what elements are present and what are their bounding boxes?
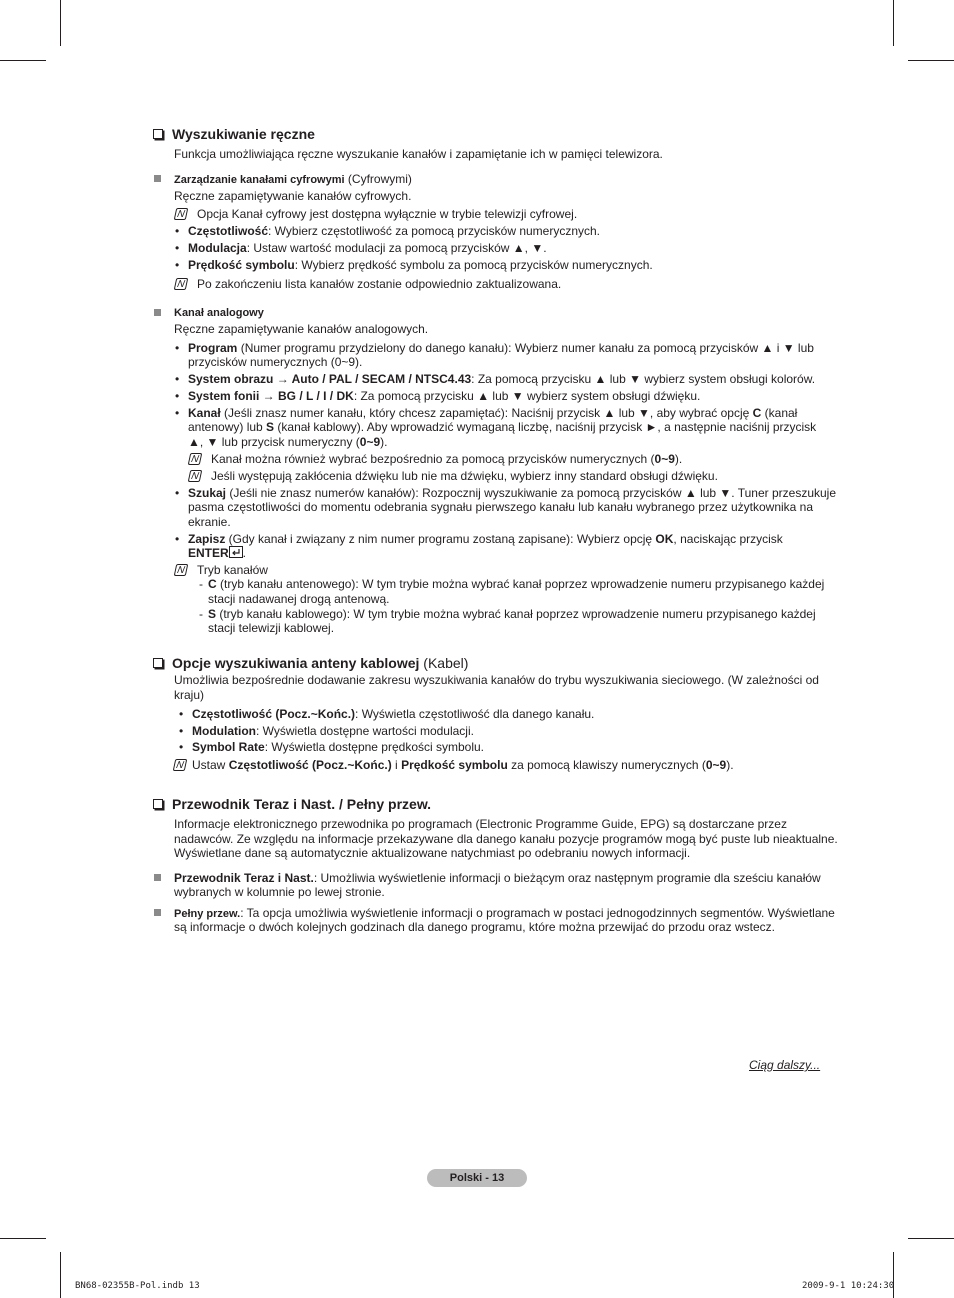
- bullet-text: ).: [380, 435, 388, 449]
- crop-mark: [908, 60, 954, 61]
- bullet-text: (Jeśli nie znasz numerów kanałów): Rozpocznij wyszukiwanie za pomocą przycisków ▲ lub ▼. Tuner przeszukuje: [226, 486, 837, 500]
- analog-heading: Kanał analogowy: [174, 307, 264, 319]
- analog-bullet-store-l2: [188, 546, 246, 562]
- bold-term: S: [266, 420, 275, 434]
- checkbox-bullet-icon: [153, 129, 163, 139]
- bold-term: Symbol Rate: [192, 740, 265, 754]
- bold-term: Częstotliwość (Pocz.~Końc.): [192, 707, 356, 721]
- dash-text: (tryb kanału antenowego): W tym trybie można wybrać kanał poprzez wprowadzenie numeru przypisanego każdej: [216, 577, 825, 591]
- digital-bullet-2: [188, 241, 547, 256]
- analog-bullet-search-l2: pasma częstotliwości do momentu odebrania sygnału pierwszego kanału lub kanału wybranego przez użytkownika na: [188, 500, 814, 514]
- bullet-dot-icon: •: [179, 707, 184, 721]
- digital-bullet-3: [188, 258, 653, 273]
- bold-term: OK: [655, 532, 674, 546]
- bold-term: Częstotliwość (Pocz.~Końc.): [228, 758, 392, 772]
- square-bullet-icon: [154, 309, 161, 316]
- bullet-dot-icon: •: [175, 258, 180, 272]
- note-icon: N: [174, 278, 189, 290]
- bullet-dot-icon: •: [175, 372, 180, 386]
- enter-label: ENTER: [188, 546, 229, 560]
- digital-heading-rest: (Cyfrowymi): [344, 172, 412, 186]
- note-text: ).: [674, 452, 683, 466]
- bullet-dot-icon: •: [175, 486, 180, 500]
- note-text: Kanał można również wybrać bezpośrednio za pomocą przycisków numerycznych (: [211, 452, 655, 466]
- analog-bullet-channel: [188, 406, 797, 421]
- bullet-text: (kanał kablowy). Aby wprowadzić wymaganą liczbę, naciśnij przycisk ►, a następnie naciśnij przycisk: [274, 420, 817, 434]
- section-title-epg: [153, 797, 431, 812]
- bold-term: Modulacja: [188, 241, 247, 255]
- note-icon: N: [174, 208, 189, 220]
- epg-desc-l2: nadawców. Ze względu na informacje przekazywane dla danego kanału pozycje programów mogą być puste lub nieaktualne.: [174, 832, 838, 846]
- analog-bullet-search-l3: ekranie.: [188, 515, 231, 529]
- square-bullet-icon: [154, 874, 161, 881]
- bullet-dot-icon: •: [175, 406, 180, 420]
- bullet-dot-icon: •: [179, 724, 184, 738]
- footer-timestamp: 2009-9-1 10:24:30: [802, 1281, 895, 1291]
- digital-note-2: Po zakończeniu lista kanałów zostanie odpowiednio zaktualizowana.: [197, 277, 562, 291]
- cable-note: [192, 758, 734, 773]
- note-text: ).: [726, 758, 734, 772]
- bullet-text: : Wybierz częstotliwość za pomocą przycisków numerycznych.: [268, 224, 601, 238]
- note-icon: N: [173, 759, 188, 771]
- analog-bullet-channel-l2: [188, 420, 816, 435]
- bullet-text: : Ustaw wartość modulacji za pomocą przycisków ▲, ▼.: [246, 241, 547, 255]
- bullet-text: : Za pomocą przycisku ▲ lub ▼ wybierz system obsługi kolorów.: [471, 372, 816, 386]
- bullet-dot-icon: •: [175, 224, 180, 238]
- checkbox-bullet-icon: [153, 799, 163, 809]
- cable-desc-l2: kraju): [174, 688, 205, 702]
- bullet-text: antenowy) lub: [188, 420, 267, 434]
- bold-term: Zapisz: [188, 532, 226, 546]
- bold-term: Szukaj: [188, 486, 227, 500]
- analog-note-3: Tryb kanałów: [197, 563, 268, 577]
- checkbox-bullet-icon: [153, 658, 163, 668]
- channel-mode-s-l2: stacji telewizji kablowej.: [208, 621, 335, 635]
- epg-desc-l1: Informacje elektronicznego przewodnika po programach (Electronic Programme Guide, EPG) są dostarczane przez: [174, 817, 787, 831]
- bold-term: 0~9: [705, 758, 727, 772]
- bullet-text: (Numer programu przydzielony do danego kanału): Wybierz numer kanału za pomocą przycisków ▲ i ▼ lub: [237, 341, 814, 355]
- cable-desc-l1: Umożliwia bezpośrednie dodawanie zakresu wyszukiwania kanałów do trybu wyszukiwania sieciowego. (W zależności od: [174, 673, 819, 687]
- note-icon: N: [174, 564, 189, 576]
- bold-term: C: [752, 406, 762, 420]
- bold-term: Program: [188, 341, 238, 355]
- bullet-dot-icon: •: [175, 389, 180, 403]
- square-bullet-icon: [154, 909, 161, 916]
- note-icon: N: [188, 470, 203, 482]
- bold-term: S: [208, 607, 217, 621]
- cable-bullet-1: [192, 707, 594, 722]
- bold-term: Prędkość symbolu: [188, 258, 295, 272]
- cable-bullet-3: [192, 740, 484, 755]
- bullet-text: : Wyświetla dostępne wartości modulacji.: [255, 724, 474, 738]
- crop-mark: [908, 1238, 954, 1239]
- section-title-cable-search: [153, 656, 468, 671]
- bullet-text: (Gdy kanał i związany z nim numer programu zostaną zapisane): Wybierz opcję: [225, 532, 656, 546]
- channel-mode-s: [208, 607, 816, 622]
- analog-bullet-picture-system: [188, 372, 815, 387]
- note-text: za pomocą klawiszy numerycznych (: [507, 758, 706, 772]
- section-title-text: Przewodnik Teraz i Nast. / Pełny przew.: [172, 796, 432, 812]
- bullet-dot-icon: •: [175, 341, 180, 355]
- bold-term: Pełny przew.: [174, 908, 241, 920]
- dash-text: (tryb kanału kablowego): W tym trybie można wybrać kanał poprzez wprowadzenie numeru przypisanego każdej: [216, 607, 816, 621]
- bold-term: System obrazu → Auto / PAL / SECAM / NTSC4.43: [188, 372, 472, 386]
- analog-bullet-search: [188, 486, 836, 501]
- section-desc: Funkcja umożliwiająca ręczne wyszukanie kanałów i zapamiętanie ich w pamięci telewizora.: [174, 147, 663, 161]
- bullet-dot-icon: •: [175, 241, 180, 255]
- analog-bullet-channel-l3: [188, 435, 388, 450]
- analog-bullet-sound-system: [188, 389, 700, 404]
- bullet-dot-icon: •: [175, 532, 180, 546]
- enter-key-icon: [229, 546, 243, 562]
- bold-term: Kanał: [188, 406, 221, 420]
- section-title-manual-search: [153, 127, 315, 142]
- bold-term: 0~9: [654, 452, 675, 466]
- cable-bullet-2: [192, 724, 474, 739]
- bullet-text: (kanał: [761, 406, 798, 420]
- analog-note-1: [211, 452, 682, 467]
- epg-item-now-next-l2: wybranych w kolumnie po lewej stronie.: [174, 885, 385, 899]
- item-text: : Umożliwia wyświetlenie informacji o bieżącym oraz następnym programie dla sześciu kanałów: [313, 871, 821, 885]
- analog-bullet-store: [188, 532, 783, 547]
- bold-term: Przewodnik Teraz i Nast.: [174, 871, 314, 885]
- digital-sub: Ręczne zapamiętywanie kanałów cyfrowych.: [174, 189, 412, 203]
- bold-term: Częstotliwość: [188, 224, 269, 238]
- epg-item-full-guide-l2: są informacje o dwóch kolejnych godzinach dla danego programu, które można przewijać do przodu oraz wstecz.: [174, 920, 775, 934]
- crop-mark: [0, 60, 46, 61]
- digital-heading-bold: Zarządzanie kanałami cyfrowymi: [174, 174, 345, 186]
- page-number-badge: Polski - 13: [427, 1169, 527, 1187]
- crop-mark: [60, 0, 61, 46]
- bullet-text: , naciskając przycisk: [673, 532, 783, 546]
- section-title-rest: (Kabel): [419, 655, 469, 671]
- bold-term: Modulation: [192, 724, 256, 738]
- bold-term: Prędkość symbolu: [401, 758, 508, 772]
- digital-note-1: Opcja Kanał cyfrowy jest dostępna wyłącznie w trybie telewizji cyfrowej.: [197, 207, 578, 221]
- square-bullet-icon: [154, 175, 161, 182]
- channel-mode-c-l2: stacji nadawanej drogą antenową.: [208, 592, 390, 606]
- section-title-text: Opcje wyszukiwania anteny kablowej: [172, 655, 420, 671]
- crop-mark: [0, 1238, 46, 1239]
- analog-bullet-program-l2: przycisków numerycznych (0~9).: [188, 355, 363, 369]
- continued-label: Ciąg dalszy...: [749, 1058, 821, 1072]
- bullet-text: : Wyświetla częstotliwość dla danego kanału.: [355, 707, 595, 721]
- crop-mark: [893, 0, 894, 46]
- bold-term: 0~9: [359, 435, 381, 449]
- analog-bullet-program: [188, 341, 814, 356]
- dash-icon: -: [199, 607, 203, 621]
- bold-term: C: [208, 577, 217, 591]
- bullet-text: : Za pomocą przycisku ▲ lub ▼ wybierz system obsługi dźwięku.: [353, 389, 701, 403]
- crop-mark: [60, 1252, 61, 1298]
- dash-icon: -: [199, 577, 203, 591]
- note-text: i: [391, 758, 402, 772]
- bullet-text: (Jeśli znasz numer kanału, który chcesz zapamiętać): Naciśnij przycisk ▲ lub ▼, aby wybrać opcję: [220, 406, 753, 420]
- epg-item-now-next: [174, 871, 821, 886]
- analog-note-2: Jeśli występują zakłócenia dźwięku lub nie ma dźwięku, wybierz inny standard obsługi dźwięku.: [211, 469, 718, 483]
- bullet-text: : Wybierz prędkość symbolu za pomocą przycisków numerycznych.: [294, 258, 653, 272]
- section-title-text: Wyszukiwanie ręczne: [172, 126, 315, 142]
- digital-bullet-1: [188, 224, 600, 239]
- bullet-dot-icon: •: [179, 740, 184, 754]
- analog-sub: Ręczne zapamiętywanie kanałów analogowych.: [174, 322, 429, 336]
- item-text: : Ta opcja umożliwia wyświetlenie informacji o programach w postaci jednogodzinnych segmentów. Wyświetlane: [240, 906, 835, 920]
- epg-desc-l3: Wyświetlane dane są automatycznie aktualizowane natychmiast po odebraniu nowych informacji.: [174, 846, 691, 860]
- footer-file-info: BN68-02355B-Pol.indb 13: [75, 1281, 200, 1291]
- bullet-text: ▲, ▼ lub przycisk numeryczny (: [188, 435, 360, 449]
- period: .: [242, 546, 247, 560]
- note-icon: N: [188, 453, 203, 465]
- bullet-text: : Wyświetla dostępne prędkości symbolu.: [264, 740, 485, 754]
- note-text: Ustaw: [192, 758, 229, 772]
- digital-heading: [174, 172, 412, 188]
- channel-mode-c: [208, 577, 824, 592]
- bold-term: System fonii → BG / L / I / DK: [188, 389, 354, 403]
